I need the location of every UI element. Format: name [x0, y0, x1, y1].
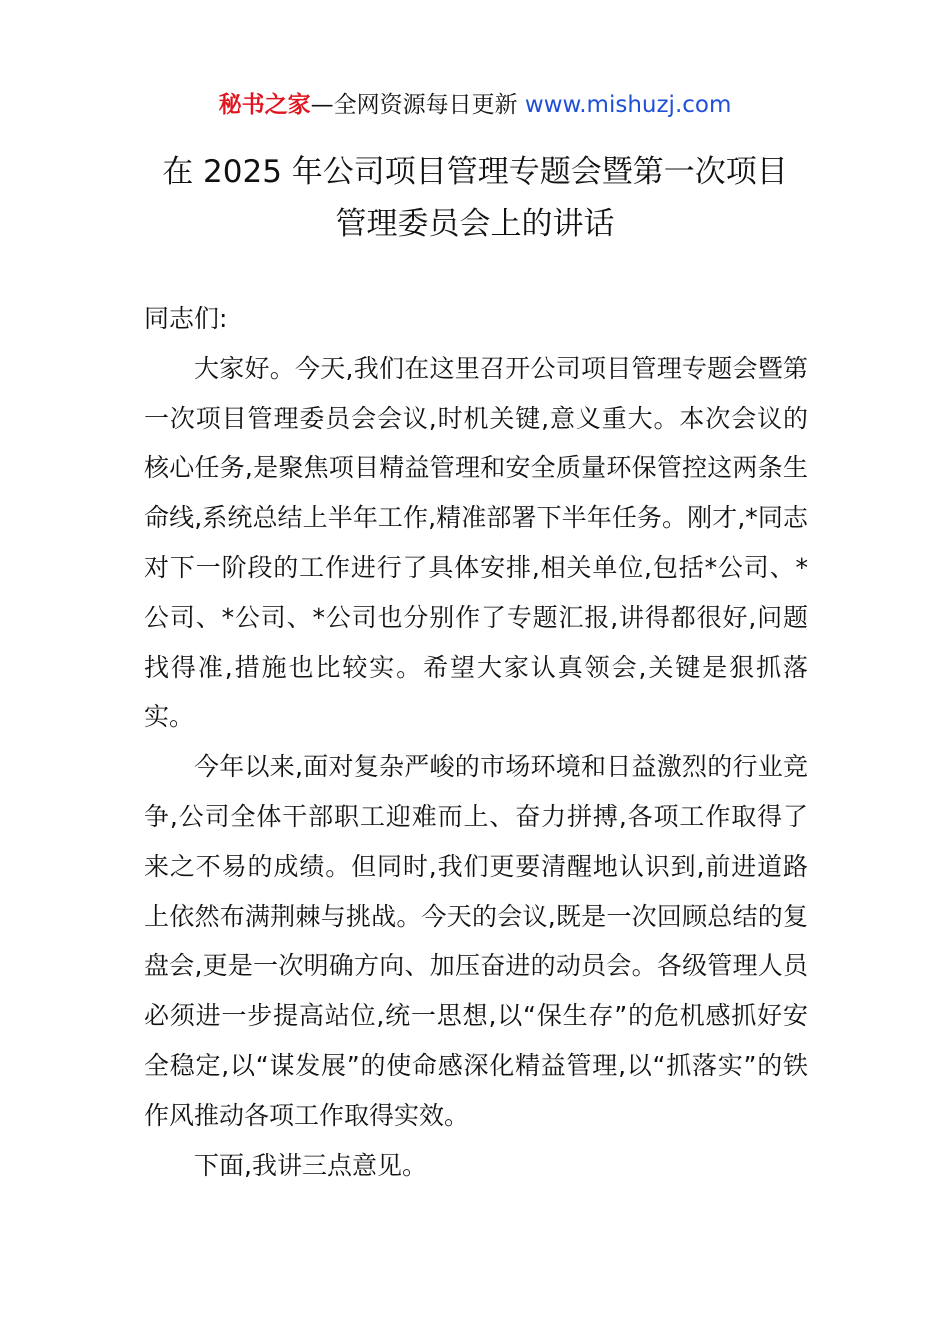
title-line-2: 管理委员会上的讲话: [335, 206, 615, 242]
site-url-link[interactable]: www.mishuzj.com: [524, 92, 732, 118]
document-title: [0, 146, 950, 250]
paragraph-2: 今年以来,面对复杂严峻的市场环境和日益激烈的行业竞争,公司全体干部职工迎难而上、奋力拼搏,各项工作取得了来之不易的成绩。但同时,我们更要清醒地认识到,前进道路上依然布满荆棘与挑战。今天的会议,既是一次回顾总结的复盘会,更是一次明确方向、加压奋进的动员会。各级管理人员必须进一步提高站位,统一思想,以“保生存”的危机感抓好安全稳定,以“谋发展”的使命感深化精益管理,以“抓落实”的铁作风推动各项工作取得实效。: [144, 752, 808, 1130]
salutation: 同志们:: [144, 304, 228, 333]
banner-tagline: —全网资源每日更新: [310, 92, 525, 118]
site-banner: [0, 88, 950, 122]
paragraph-1: 大家好。今天,我们在这里召开公司项目管理专题会暨第一次项目管理委员会会议,时机关键,意义重大。本次会议的核心任务,是聚焦项目精益管理和安全质量环保管控这两条生命线,系统总结上半年工作,精准部署下半年任务。刚才,*同志对下一阶段的工作进行了具体安排,相关单位,包括*公司、*公司、*公司、*公司也分别作了专题汇报,讲得都很好,问题找得准,措施也比较实。希望大家认真领会,关键是狠抓落实。: [144, 353, 808, 732]
title-line-1: 在 2025 年公司项目管理专题会暨第一次项目: [162, 154, 788, 190]
brand-name: 秘书之家: [218, 92, 311, 118]
paragraph-3: 下面,我讲三点意见。: [194, 1150, 427, 1180]
document-body: [144, 294, 808, 1190]
